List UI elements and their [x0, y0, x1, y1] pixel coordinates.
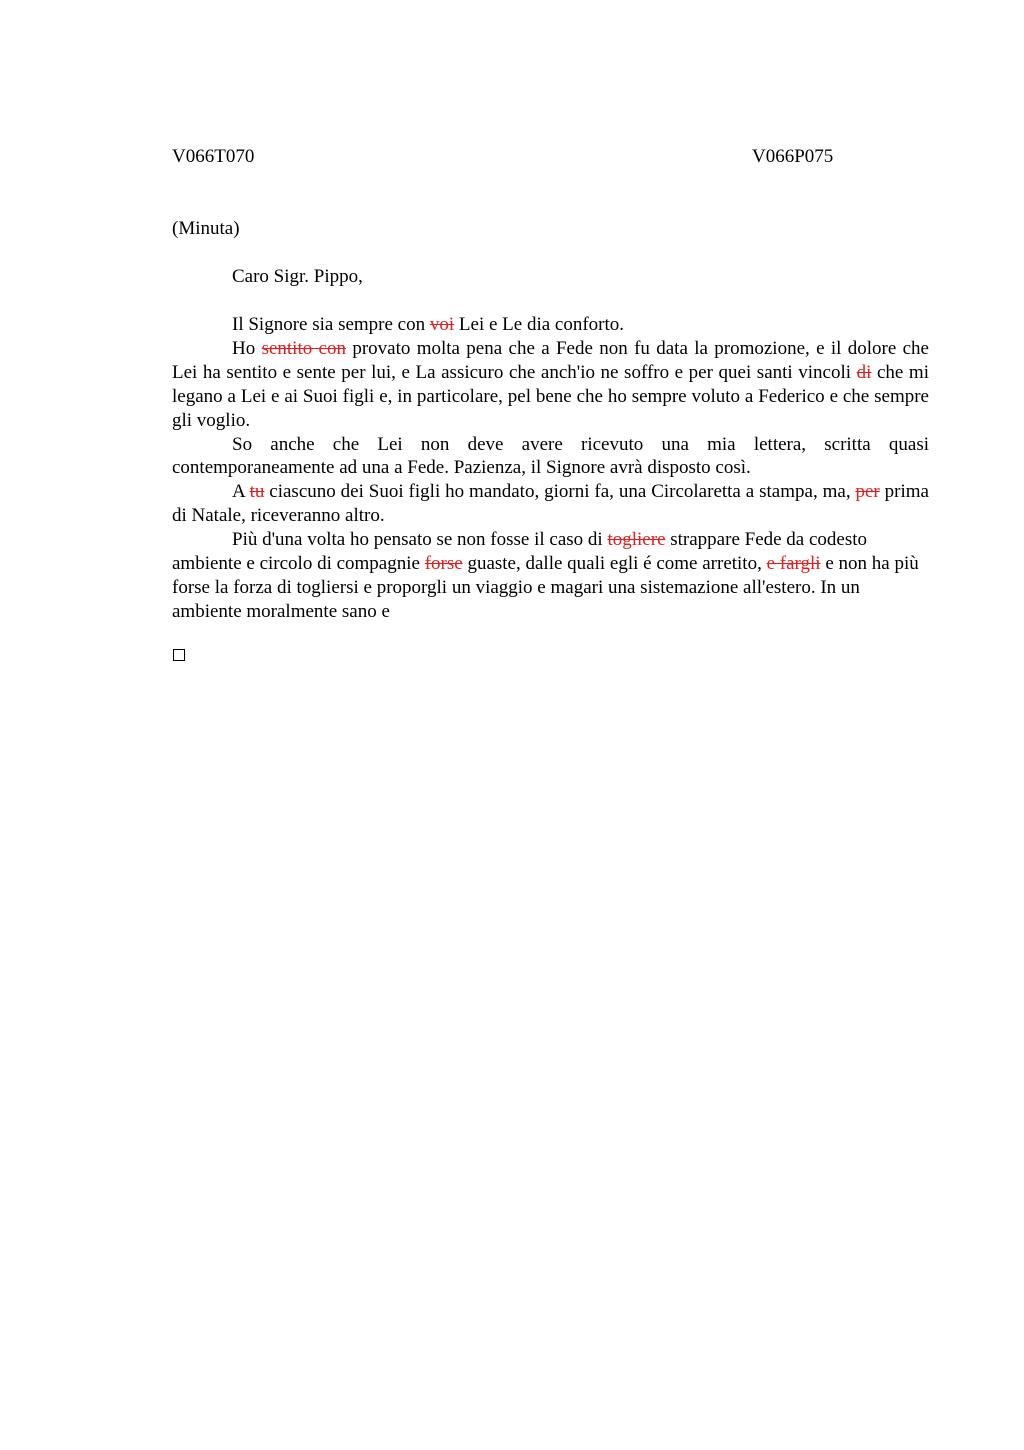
- deleted-word: togliere: [607, 529, 666, 551]
- draft-label: (Minuta): [172, 218, 240, 239]
- text-run: provato molta pena che a Fede non fu data la promozione, e il dolore che Lei ha sentito e sente per lui, e La assicuro che anch'io ne soffro e per quei santi vincoli: [172, 337, 929, 383]
- deleted-word: voi: [429, 314, 455, 335]
- text-run: Il Signore sia sempre con: [232, 314, 430, 335]
- paragraph-1: [172, 313, 929, 337]
- paragraph-3: [172, 433, 929, 481]
- text-run: Più d'una volta ho pensato se non fosse il caso di: [232, 529, 608, 551]
- text-run: Lei e Le dia conforto.: [454, 314, 625, 335]
- text-run: So anche che Lei non deve avere ricevuto una mia lettera, scritta quasi contemporaneamente ad una a Fede. Pazienza, il Signore avrà disposto così.: [172, 433, 929, 479]
- letter-body: [172, 313, 929, 624]
- empty-square-icon: [173, 649, 185, 661]
- text-run: che mi legano a Lei e ai Suoi figli e, in particolare, pel bene che ho sempre voluto a Federico e che sempre gli voglio.: [172, 361, 929, 431]
- salutation: Caro Sigr. Pippo,: [232, 266, 363, 287]
- paragraph-4: [172, 480, 929, 528]
- text-run: guaste, dalle quali egli é come arretito,: [462, 553, 767, 575]
- text-run: e non ha più forse la forza di togliersi e proporgli un viaggio e magari una sistemazione all'estero. In un ambiente moralmente sano e: [172, 553, 919, 622]
- deleted-word: sentito con: [261, 337, 346, 359]
- deleted-word: forse: [424, 553, 463, 575]
- deleted-word: di: [856, 361, 872, 383]
- text-run: prima di Natale, riceveranno altro.: [172, 481, 929, 527]
- text-run: Ho: [232, 337, 262, 359]
- deleted-word: tu: [249, 481, 265, 503]
- deleted-word: per: [855, 481, 880, 503]
- deleted-word: e fargli: [766, 553, 821, 575]
- reference-code-right: V066P075: [752, 146, 834, 167]
- paragraph-5: [172, 528, 929, 624]
- reference-code-left: V066T070: [172, 146, 255, 167]
- text-run: ciascuno dei Suoi figli ho mandato, giorni fa, una Circolaretta a stampa, ma,: [264, 481, 856, 503]
- text-run: strappare Fede da codesto ambiente e circolo di compagnie: [172, 529, 868, 575]
- paragraph-2: [172, 337, 929, 433]
- text-run: A: [232, 481, 250, 503]
